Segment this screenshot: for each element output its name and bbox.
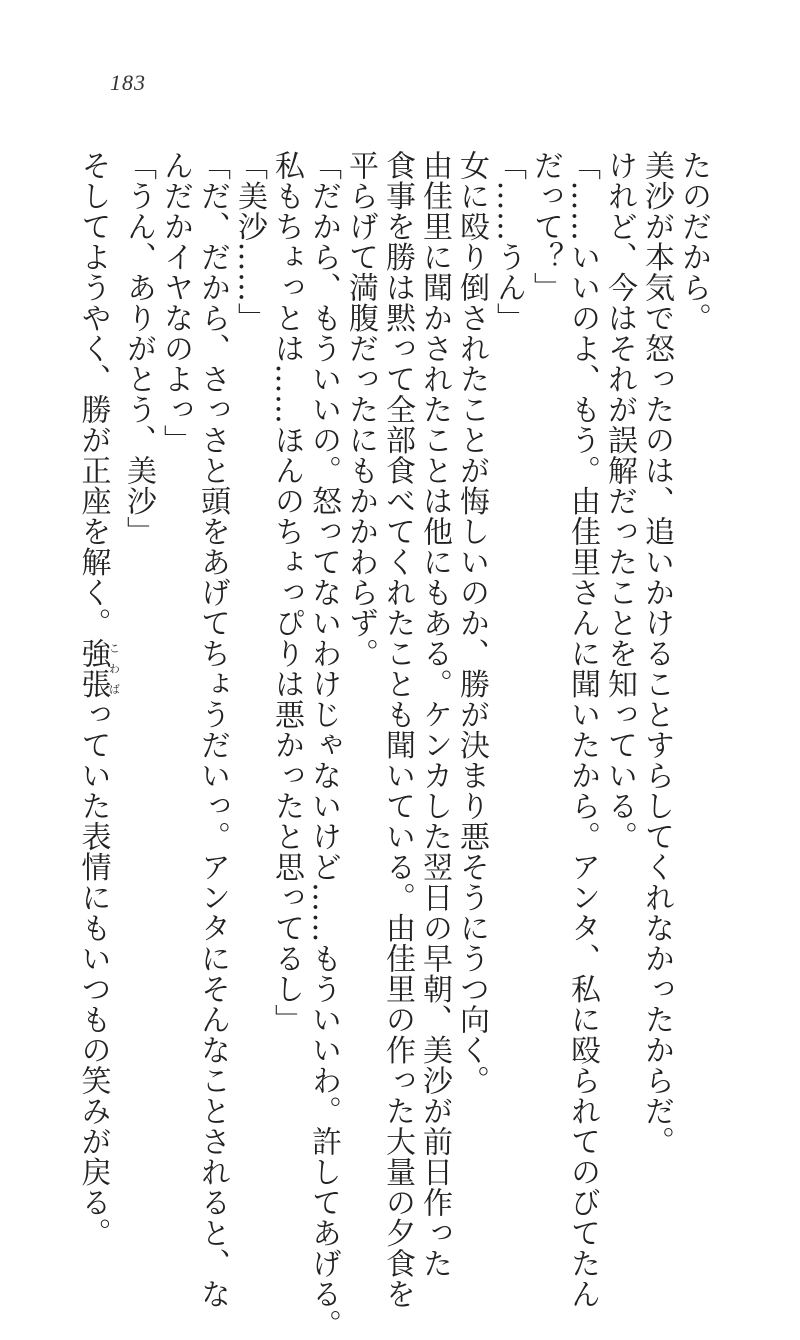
text-line: だって？」 <box>528 150 563 303</box>
ruby-reading: こわば <box>107 638 121 699</box>
text-line: んだかイヤなのよっ」 <box>158 150 193 455</box>
text-line: 「だ、だから、さっさと頭をあげてちょうだいっ。アンタにそんなことされると、な <box>195 150 230 1309</box>
body-text <box>75 150 712 1340</box>
page-number: 183 <box>110 70 146 95</box>
text-line: たのだから。 <box>676 150 711 333</box>
text-line: 食事を勝は黙って全部食べてくれたことも聞いている。由佳里の作った大量の夕食を <box>380 150 415 1309</box>
text-line: 「……いいのよ、もう。由佳里さんに聞いたから。アンタ、私に殴られてのびてたん <box>565 150 600 1309</box>
text-line: そしてようやく、勝が正座を解く。強張こわばっていた表情にもいつもの笑みが戻る。 <box>75 150 121 1248</box>
text-line: 「うん、ありがとう、美沙」 <box>121 150 156 547</box>
text-line: 「だから、もういいの。怒ってないわけじゃないけど……もういいわ。許してあげる。 <box>306 150 341 1340</box>
text-line: 美沙が本気で怒ったのは、追いかけることすらしてくれなかったからだ。 <box>639 150 674 1157</box>
text-line: 「美沙……」 <box>232 150 267 333</box>
text-line: けれど、今はそれが誤解だったことを知っている。 <box>602 150 637 852</box>
text-line: 平らげて満腹だったにもかかわらず。 <box>343 150 378 669</box>
text-line: 「……うん」 <box>491 150 526 333</box>
ruby-annotation: 強張こわば <box>75 638 121 699</box>
text-line: 女に殴り倒されたことが悔しいのか、勝が決まり悪そうにうつ向く。 <box>454 150 489 1096</box>
text-line: 由佳里に聞かされたことは他にもある。ケンカした翌日の早朝、美沙が前日作った <box>417 150 452 1279</box>
text-line: 私もちょっとは……ほんのちょっぴりは悪かったと思ってるし」 <box>269 150 304 1035</box>
